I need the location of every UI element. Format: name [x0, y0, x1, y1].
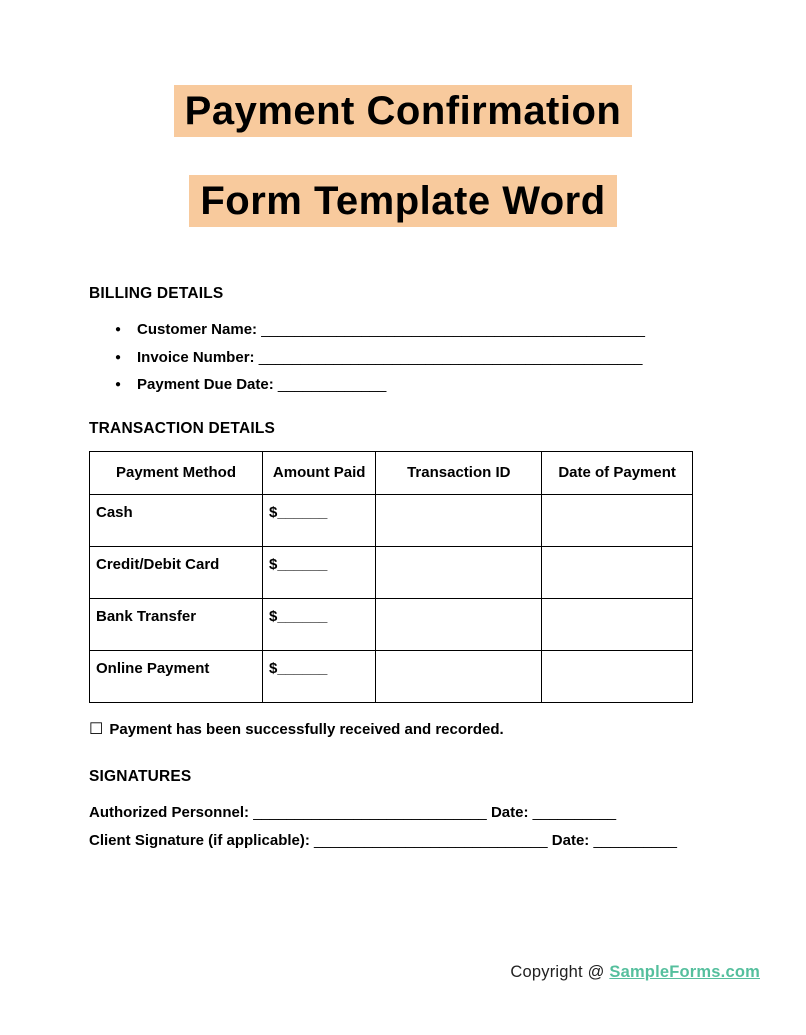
date-label: Date: [551, 831, 590, 849]
billing-list [89, 316, 717, 399]
table-header-row [90, 451, 693, 494]
authorized-personnel-blank[interactable]: ____________________________ [253, 803, 487, 821]
transaction-details-heading: TRANSACTION DETAILS [89, 419, 276, 437]
cell-transaction-id-empty[interactable] [376, 546, 542, 598]
bullet-icon: ● [115, 351, 122, 363]
billing-item-customer-name [89, 316, 717, 344]
cell-date-empty[interactable] [542, 494, 693, 546]
title-highlight-1: Payment Confirmation [174, 85, 633, 137]
payment-due-date-label: Payment Due Date: [137, 376, 274, 393]
cell-date-empty[interactable] [542, 546, 693, 598]
header-date-of-payment: Date of Payment [542, 451, 693, 494]
billing-item-invoice-number [89, 344, 717, 372]
sampleforms-link[interactable]: SampleForms.com [609, 963, 760, 981]
header-transaction-id: Transaction ID [376, 451, 542, 494]
customer-name-blank[interactable]: ______________________________________________ [261, 321, 645, 338]
date-blank[interactable]: __________ [593, 831, 677, 849]
cell-amount-blank[interactable]: $______ [263, 598, 376, 650]
signatures-heading: SIGNATURES [89, 767, 192, 785]
date-blank[interactable]: __________ [532, 803, 617, 821]
cell-date-empty[interactable] [542, 650, 693, 702]
client-signature-label: Client Signature (if applicable): [89, 831, 310, 849]
signature-lines [89, 799, 717, 855]
invoice-number-blank[interactable]: ______________________________________________ [258, 348, 643, 366]
billing-details-heading: BILLING DETAILS [89, 285, 224, 302]
invoice-number-label: Invoice Number: [137, 348, 255, 366]
header-amount-paid: Amount Paid [263, 451, 376, 494]
payment-received-confirmation [89, 720, 717, 739]
cell-amount-blank[interactable]: $______ [263, 650, 376, 702]
bullet-icon: ● [115, 379, 122, 390]
title-line-2 [0, 175, 806, 236]
cell-transaction-id-empty[interactable] [376, 494, 542, 546]
cell-transaction-id-empty[interactable] [376, 598, 542, 650]
document-title [0, 0, 806, 236]
confirmation-label: Payment has been successfully received and recorded. [109, 720, 504, 738]
copyright-text: Copyright @ [510, 963, 605, 981]
cell-method: Cash [90, 494, 263, 546]
customer-name-label: Customer Name: [137, 321, 258, 338]
cell-method: Online Payment [90, 650, 263, 702]
cell-date-empty[interactable] [542, 598, 693, 650]
title-highlight-2: Form Template Word [189, 175, 616, 227]
cell-transaction-id-empty[interactable] [376, 650, 542, 702]
header-payment-method: Payment Method [90, 451, 263, 494]
cell-method: Credit/Debit Card [90, 546, 263, 598]
copyright-footer [510, 963, 760, 982]
table-row [90, 598, 693, 650]
client-signature-line [89, 827, 717, 855]
title-line-1 [0, 85, 806, 146]
cell-amount-blank[interactable]: $______ [263, 546, 376, 598]
date-label: Date: [490, 803, 529, 821]
authorized-personnel-line [89, 799, 717, 827]
table-row [90, 650, 693, 702]
checkbox-icon[interactable]: ☐ [89, 720, 104, 738]
billing-item-payment-due-date [89, 371, 717, 399]
cell-amount-blank[interactable]: $______ [263, 494, 376, 546]
authorized-personnel-label: Authorized Personnel: [89, 803, 250, 821]
transaction-table [89, 451, 693, 703]
payment-due-date-blank[interactable]: _____________ [277, 376, 387, 393]
table-row [90, 546, 693, 598]
client-signature-blank[interactable]: ____________________________ [314, 831, 548, 849]
bullet-icon: ● [115, 324, 122, 335]
table-row [90, 494, 693, 546]
cell-method: Bank Transfer [90, 598, 263, 650]
